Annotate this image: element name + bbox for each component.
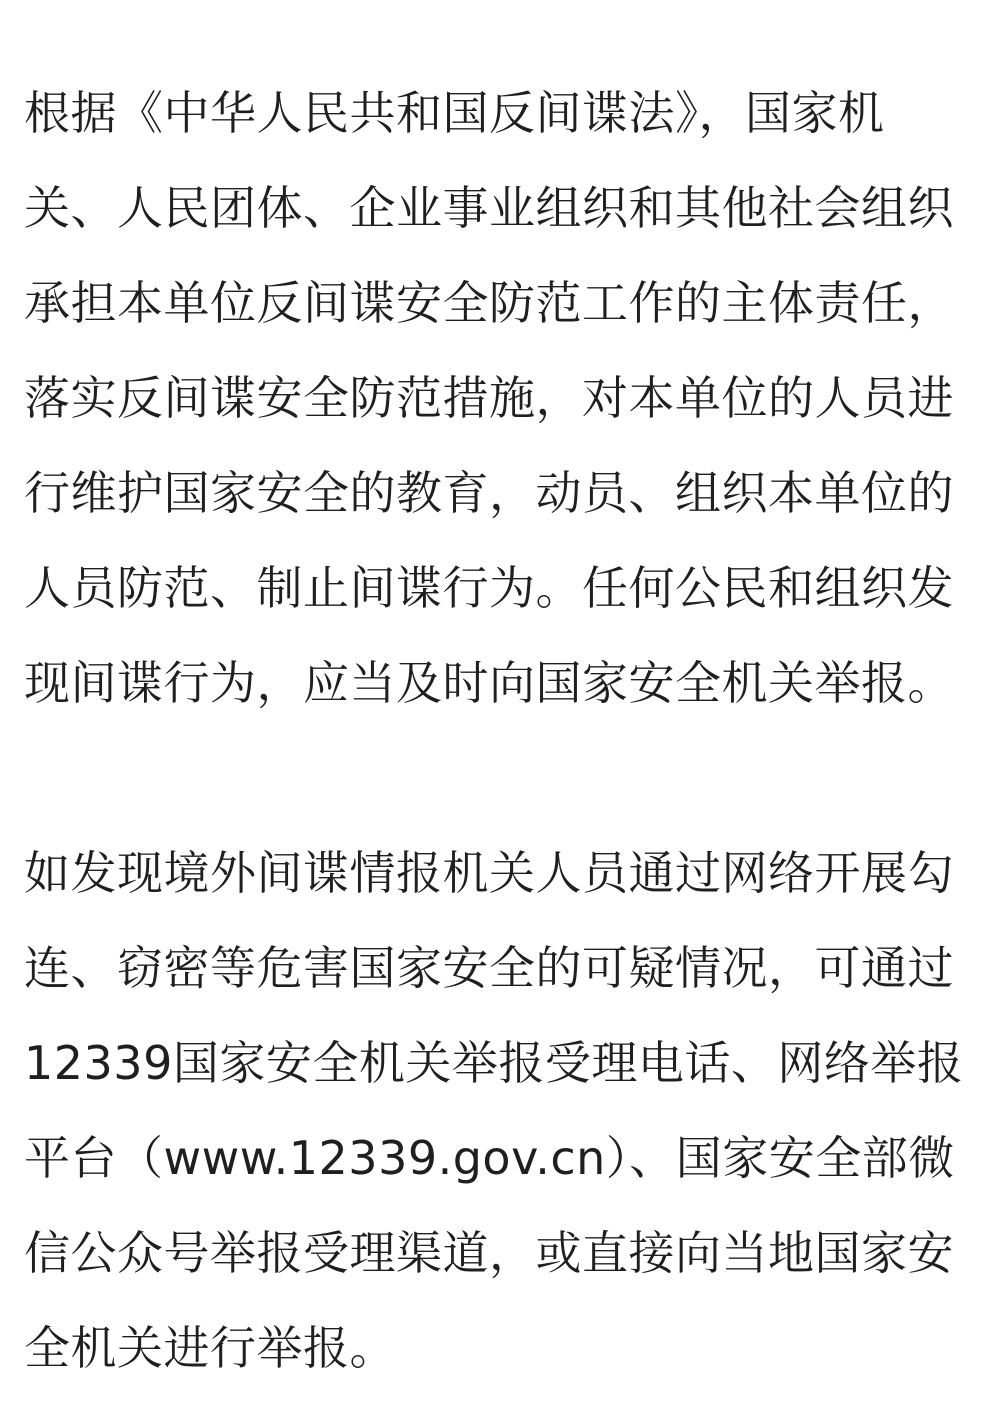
text-line: 如发现境外间谍情报机关人员通过网络开展勾 bbox=[24, 846, 954, 900]
text-line: 全机关进行举报。 bbox=[24, 1321, 396, 1375]
paragraph-report-channels bbox=[24, 826, 972, 1396]
paragraph-law-basis bbox=[24, 66, 972, 731]
text-line: 承担本单位反间谍安全防范工作的主体责任， bbox=[24, 276, 954, 330]
text-line: 现间谍行为，应当及时向国家安全机关举报。 bbox=[24, 656, 954, 710]
text-line: 行维护国家安全的教育，动员、组织本单位的 bbox=[24, 466, 954, 520]
text-line: 落实反间谍安全防范措施，对本单位的人员进 bbox=[24, 371, 954, 425]
text-line: 根据《中华人民共和国反间谍法》，国家机 bbox=[24, 86, 885, 140]
text-line: 连、窃密等危害国家安全的可疑情况，可通过 bbox=[24, 941, 954, 995]
article-body bbox=[24, 66, 972, 1396]
text-line: 信公众号举报受理渠道，或直接向当地国家安 bbox=[24, 1226, 954, 1280]
text-line: 人员防范、制止间谍行为。任何公民和组织发 bbox=[24, 561, 954, 615]
text-line: 关、人民团体、企业事业组织和其他社会组织 bbox=[24, 181, 954, 235]
text-line: 12339国家安全机关举报受理电话、网络举报 bbox=[24, 1036, 964, 1090]
text-line: 平台（www.12339.gov.cn）、国家安全部微 bbox=[24, 1131, 955, 1185]
